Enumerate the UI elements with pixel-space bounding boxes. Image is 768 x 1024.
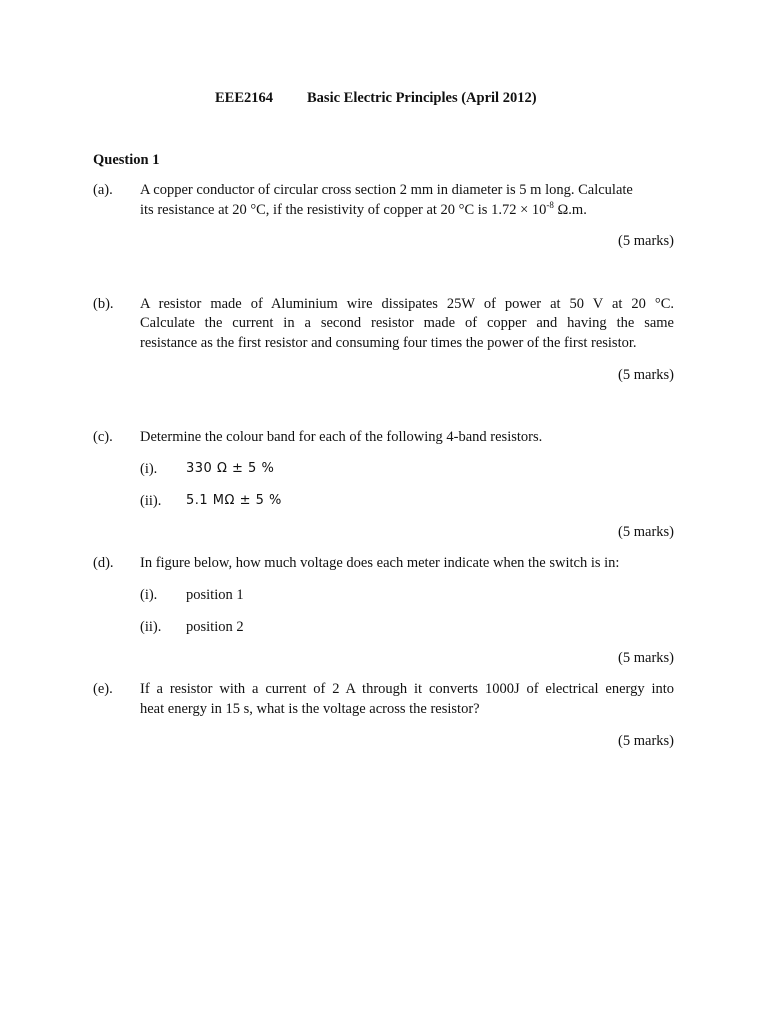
part-c-marks: (5 marks)	[618, 524, 674, 540]
part-a-line2-post: Ω.m.	[553, 202, 587, 218]
part-d-marks: (5 marks)	[618, 650, 674, 666]
part-a-exponent: -8	[546, 200, 554, 210]
question-title: Question 1	[93, 152, 160, 168]
part-c-sub-ii-text: 5.1 MΩ ± 5 %	[186, 493, 282, 508]
part-d-line1: In figure below, how much voltage does each meter indicate when the switch is in:	[140, 555, 620, 571]
part-b-label: (b).	[93, 296, 114, 312]
part-e-marks: (5 marks)	[618, 733, 674, 749]
part-a-label: (a).	[93, 182, 113, 198]
part-c-label: (c).	[93, 429, 113, 445]
part-a-line2	[140, 202, 587, 219]
part-e-line1: If a resistor with a current of 2 A through it converts 1000J of electrical energy into	[140, 681, 674, 697]
part-a-line2-pre: its resistance at 20 °C, if the resistivity of copper at 20 °C is 1.72 × 10	[140, 202, 547, 218]
part-c-line1: Determine the colour band for each of the following 4-band resistors.	[140, 429, 543, 445]
part-b-marks: (5 marks)	[618, 367, 674, 383]
part-d-sub-ii-text: position 2	[186, 619, 244, 635]
part-a-marks: (5 marks)	[618, 233, 674, 249]
part-d-sub-i-label: (i).	[140, 587, 158, 603]
part-c-sub-i-label: (i).	[140, 461, 158, 477]
part-c-sub-i-text: 330 Ω ± 5 %	[186, 461, 275, 476]
part-b-line2: Calculate the current in a second resistor made of copper and having the same	[140, 315, 674, 331]
part-b-line3: resistance as the first resistor and consuming four times the power of the first resistor.	[140, 335, 637, 351]
part-d-label: (d).	[93, 555, 114, 571]
course-title: Basic Electric Principles (April 2012)	[307, 90, 537, 106]
part-e-line2: heat energy in 15 s, what is the voltage across the resistor?	[140, 701, 480, 717]
part-d-sub-ii-label: (ii).	[140, 619, 162, 635]
part-b-line1: A resistor made of Aluminium wire dissipates 25W of power at 50 V at 20 °C.	[140, 296, 674, 312]
part-d-sub-i-text: position 1	[186, 587, 244, 603]
part-c-sub-ii-label: (ii).	[140, 493, 162, 509]
part-e-label: (e).	[93, 681, 113, 697]
part-a-line1: A copper conductor of circular cross section 2 mm in diameter is 5 m long. Calculate	[140, 182, 633, 198]
course-code: EEE2164	[215, 90, 274, 106]
